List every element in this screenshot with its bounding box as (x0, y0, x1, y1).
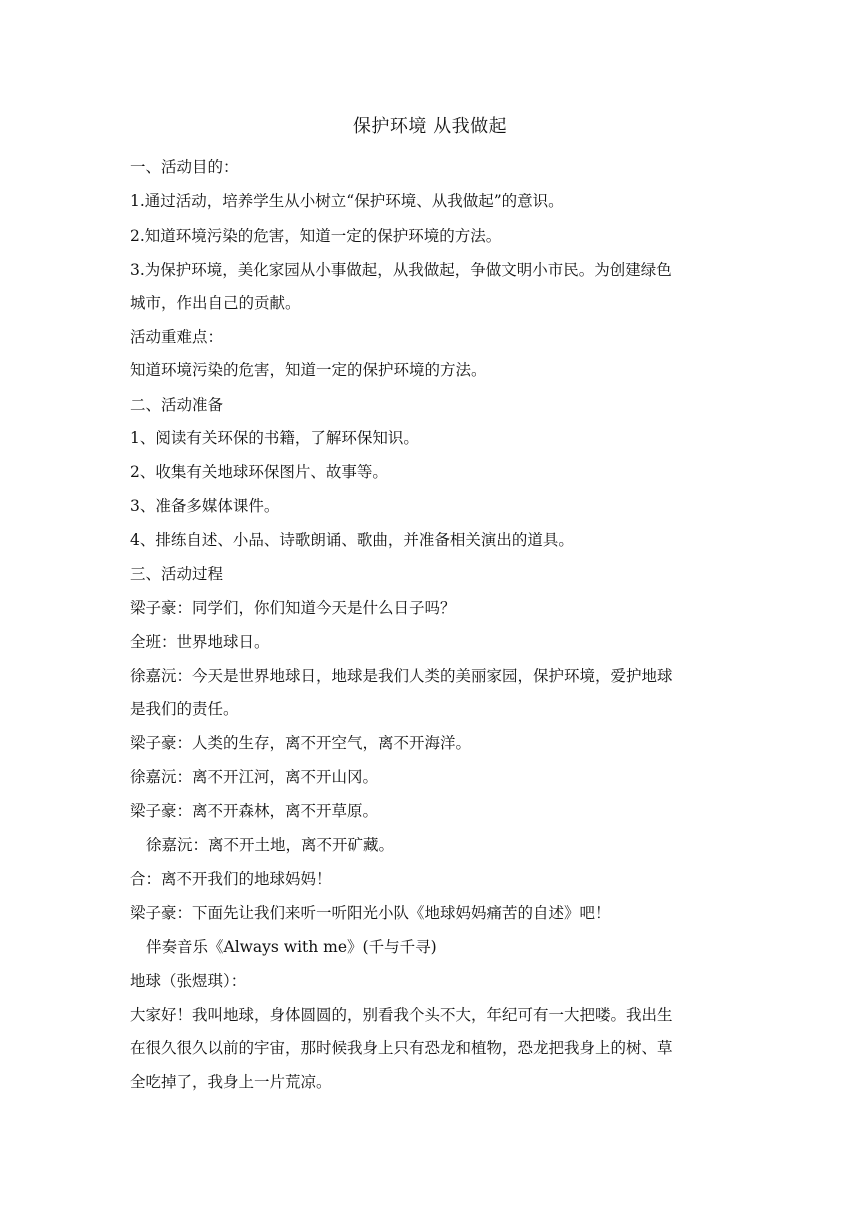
paragraph-line: 2、收集有关地球环保图片、故事等。 (130, 463, 388, 481)
dialogue-line: 徐嘉沅：今天是世界地球日，地球是我们人类的美丽家园，保护环境，爱护地球 (130, 667, 673, 685)
paragraph-line: 3.为保护环境，美化家园从小事做起，从我做起，争做文明小市民。为创建绿色 (130, 261, 672, 279)
dialogue-line: 地球（张煜琪）： (130, 972, 247, 990)
dialogue-line: 徐嘉沅：离不开土地，离不开矿藏。 (146, 836, 395, 854)
document-title: 保护环境 从我做起 (352, 116, 508, 137)
section-heading-purpose: 一、活动目的： (130, 158, 239, 176)
paragraph-line: 在很久很久以前的宇宙，那时候我身上只有恐龙和植物，恐龙把我身上的树、草 (130, 1039, 673, 1057)
paragraph-line: 2.知道环境污染的危害，知道一定的保护环境的方法。 (130, 227, 502, 245)
paragraph-line: 3、准备多媒体课件。 (130, 497, 280, 515)
paragraph-line: 大家好！我叫地球，身体圆圆的，别看我个头不大，年纪可有一大把喽。我出生 (130, 1006, 673, 1024)
paragraph-line: 城市，作出自己的贡献。 (130, 294, 301, 312)
paragraph-line: 1.通过活动，培养学生从小树立“保护环境、从我做起”的意识。 (130, 192, 564, 210)
dialogue-line: 合：离不开我们的地球妈妈！ (130, 870, 332, 888)
dialogue-line: 梁子豪：离不开森林，离不开草原。 (130, 802, 379, 820)
section-heading-preparation: 二、活动准备 (130, 396, 224, 414)
dialogue-line: 梁子豪：同学们，你们知道今天是什么日子吗？ (130, 599, 456, 617)
music-note-line: 伴奏音乐《Always with me》(千与千寻) (146, 938, 437, 956)
dialogue-line: 全班：世界地球日。 (130, 633, 270, 651)
paragraph-line: 知道环境污染的危害，知道一定的保护环境的方法。 (130, 361, 487, 379)
paragraph-line: 全吃掉了，我身上一片荒凉。 (130, 1073, 332, 1091)
dialogue-line: 梁子豪：下面先让我们来听一听阳光小队《地球妈妈痛苦的自述》吧！ (130, 904, 611, 922)
dialogue-line: 梁子豪：人类的生存，离不开空气，离不开海洋。 (130, 734, 472, 752)
dialogue-line: 是我们的责任。 (130, 700, 239, 718)
paragraph-line: 1、阅读有关环保的书籍，了解环保知识。 (130, 429, 419, 447)
section-heading-key-points: 活动重难点： (130, 328, 224, 346)
paragraph-line: 4、排练自述、小品、诗歌朗诵、歌曲，并准备相关演出的道具。 (130, 531, 574, 549)
dialogue-line: 徐嘉沅：离不开江河，离不开山冈。 (130, 768, 379, 786)
section-heading-process: 三、活动过程 (130, 565, 224, 583)
